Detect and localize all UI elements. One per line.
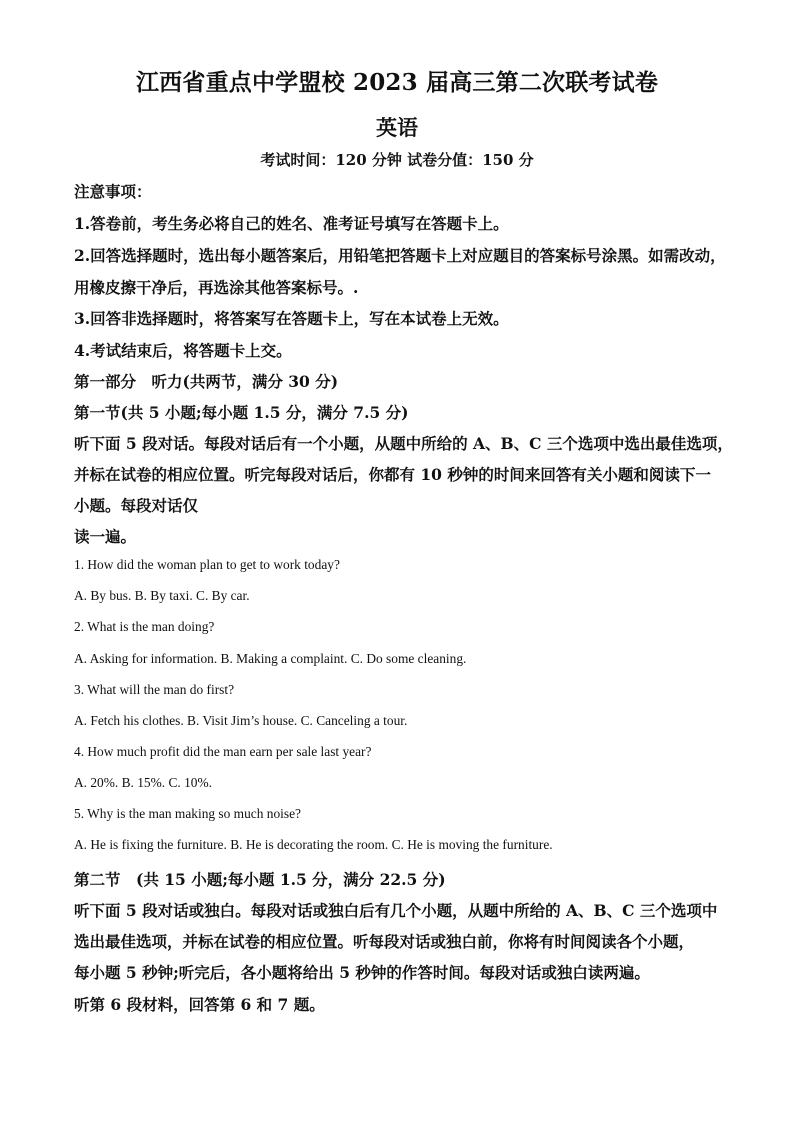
notice-item: 3.回答非选择题时，将答案写在答题卡上，写在本试卷上无效。 xyxy=(74,309,509,328)
question-options: A. He is fixing the furniture. B. He is decorating the room. C. He is moving the furniture. xyxy=(74,837,553,852)
notice-item: 4.考试结束后，将答题卡上交。 xyxy=(74,341,292,360)
notice-item: 用橡皮擦干净后，再选涂其他答案标号。. xyxy=(74,278,359,297)
section2-instructions: 听下面 5 段对话或独白。每段对话或独白后有几个小题，从题中所给的 A、B、C 三个选项中 xyxy=(74,901,718,920)
section1-instructions: 小题。每段对话仅 xyxy=(74,496,199,515)
question: 3. What will the man do first? xyxy=(74,682,235,697)
material-note: 听第 6 段材料，回答第 6 和 7 题。 xyxy=(74,995,325,1014)
question-options: A. Asking for information. B. Making a complaint. C. Do some cleaning. xyxy=(74,651,467,666)
notice-item: 1.答卷前，考生务必将自己的姓名、准考证号填写在答题卡上。 xyxy=(74,214,509,233)
question-options: A. 20%. B. 15%. C. 10%. xyxy=(74,775,212,790)
question: 1. How did the woman plan to get to work today? xyxy=(74,557,340,572)
section1-instructions: 听下面 5 段对话。每段对话后有一个小题，从题中所给的 A、B、C 三个选项中选出最佳选项， xyxy=(74,434,733,453)
notice-item: 2.回答选择题时，选出每小题答案后，用铅笔把答题卡上对应题目的答案标号涂黑。如需改动， xyxy=(74,246,726,265)
question: 5. Why is the man making so much noise? xyxy=(74,806,301,821)
exam-title: 江西省重点中学盟校 2023 届高三第二次联考试卷 xyxy=(135,69,659,96)
section2-heading: 第二节 (共 15 小题;每小题 1.5 分，满分 22.5 分) xyxy=(74,870,446,889)
section2-instructions: 选出最佳选项，并标在试卷的相应位置。听每段对话或独白前，你将有时间阅读各个小题， xyxy=(74,932,695,951)
question-options: A. Fetch his clothes. B. Visit Jim’s house. C. Canceling a tour. xyxy=(74,713,408,728)
section1-instructions: 读一遍。 xyxy=(74,527,137,546)
section1-instructions: 并标在试卷的相应位置。听完每段对话后，你都有 10 秒钟的时间来回答有关小题和阅读下一 xyxy=(74,465,711,484)
section1-heading: 第一节(共 5 小题;每小题 1.5 分，满分 7.5 分) xyxy=(74,403,409,422)
question: 4. How much profit did the man earn per sale last year? xyxy=(74,744,372,759)
question-options: A. By bus. B. By taxi. C. By car. xyxy=(74,588,250,603)
part1-heading: 第一部分 听力(共两节，满分 30 分) xyxy=(74,372,339,391)
exam-info: 考试时间：120 分钟 试卷分值：150 分 xyxy=(260,151,534,169)
question: 2. What is the man doing? xyxy=(74,619,215,634)
notice-heading: 注意事项： xyxy=(74,182,152,201)
section2-instructions: 每小题 5 秒钟;听完后，各小题将给出 5 秒钟的作答时间。每段对话或独白读两遍。 xyxy=(74,963,650,982)
subject-title: 英语 xyxy=(376,115,418,140)
